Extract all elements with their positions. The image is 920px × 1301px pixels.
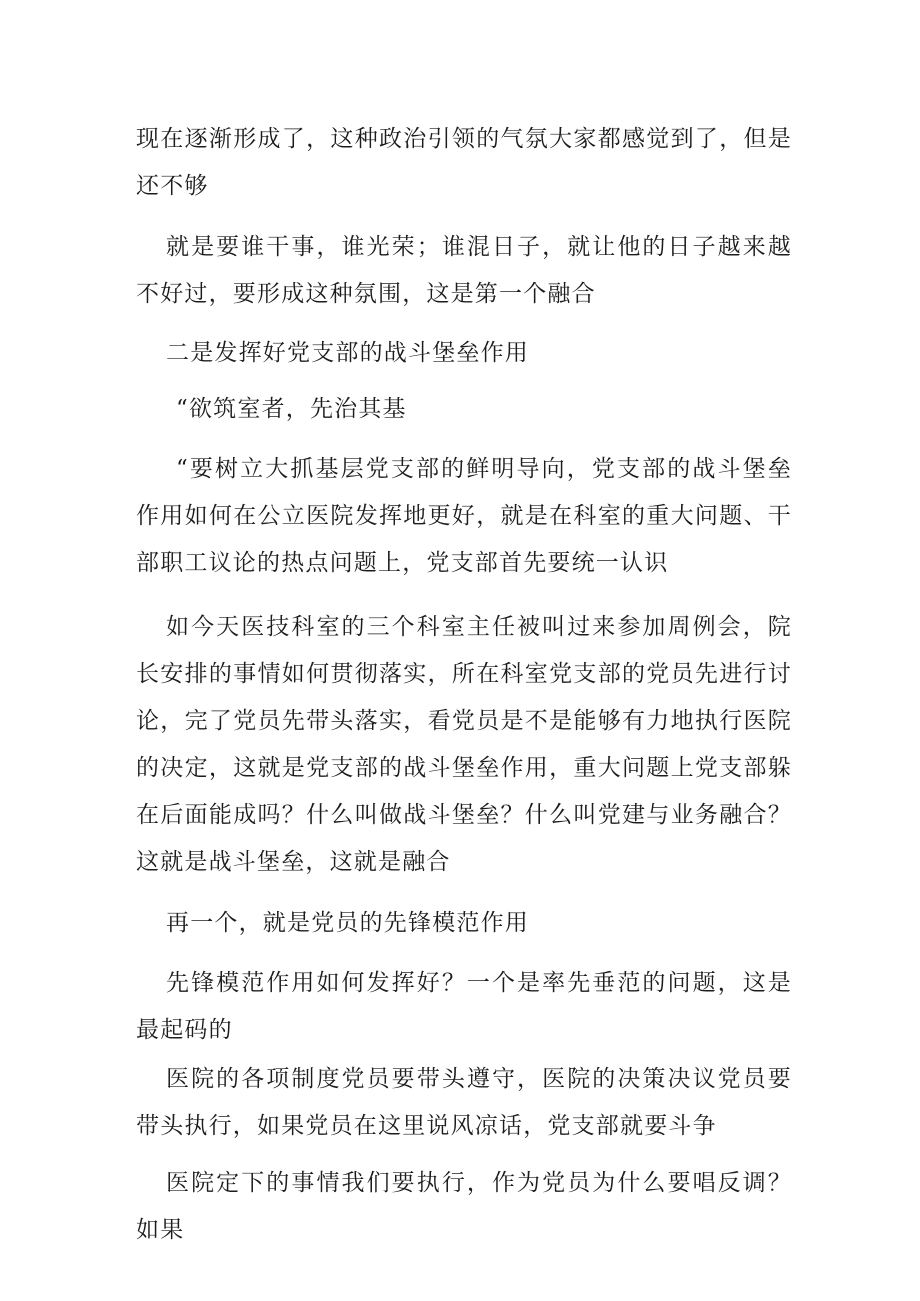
paragraph-9: 医院的各项制度党员要带头遵守，医院的决策决议党员要带头执行，如果党员在这里说风凉话，党支部就要斗争 bbox=[136, 1066, 792, 1139]
paragraph-8: 先锋模范作用如何发挥好？一个是率先垂范的问题，这是最起码的 bbox=[136, 970, 792, 1043]
paragraph-7: 再一个，就是党员的先锋模范作用 bbox=[166, 910, 529, 936]
paragraph-6: 如今天医技科室的三个科室主任被叫过来参加周例会，院长安排的事情如何贯彻落实，所在科室党支部的党员先进行讨论，完了党员先带头落实，看党员是不是能够有力地执行医院的决定，这就是党支部的战斗堡垒作用，重大问题上党支部躲在后面能成吗？什么叫做战斗堡垒？什么叫党建与业务融合？这就是战斗堡垒，这就是融合 bbox=[136, 614, 792, 875]
paragraph-5: “要树立大抓基层党支部的鲜明导向，党支部的战斗堡垒作用如何在公立医院发挥地更好，就是在科室的重大问题、干部职工议论的热点问题上，党支部首先要统一认识 bbox=[136, 456, 792, 576]
paragraph-10: 医院定下的事情我们要执行，作为党员为什么要唱反调？如果 bbox=[136, 1170, 792, 1243]
paragraph-1: 现在逐渐形成了，这种政治引领的气氛大家都感觉到了，但是还不够 bbox=[136, 126, 792, 199]
paragraph-4: “欲筑室者，先治其基 bbox=[176, 396, 407, 422]
paragraph-2: 就是要谁干事，谁光荣；谁混日子，就让他的日子越来越不好过，要形成这种氛围，这是第一个融合 bbox=[136, 234, 792, 307]
paragraph-3: 二是发挥好党支部的战斗堡垒作用 bbox=[166, 340, 529, 366]
